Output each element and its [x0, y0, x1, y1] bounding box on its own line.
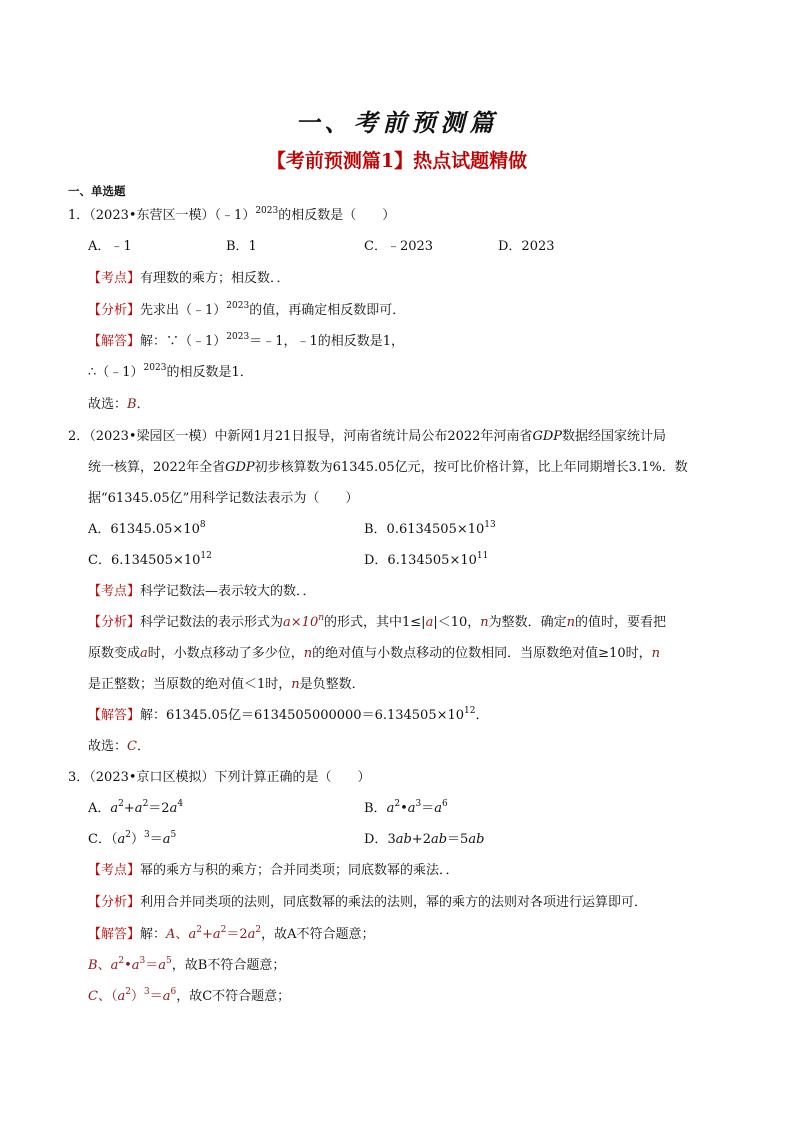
- q2-option-a: A．$61345.05\times 10^8$: [88, 520, 206, 537]
- q2-jieda: 【解答】解：61345.05亿$=6134505000000=6.134505\times 10^{12}$．: [88, 706, 489, 723]
- q1-option-a: A．﹣1: [88, 239, 132, 254]
- page-subtitle: 【考前预测篇1】热点试题精做: [266, 150, 528, 172]
- q3-kaodian: 【考点】幂的乘方与积的乘方；合并同类项；同底数幂的乘法．．: [88, 863, 459, 878]
- q2-option-c: C．$6.134505\times 10^{12}$: [88, 551, 212, 568]
- q3-option-c: C．$(a^2)^3=a^5$: [88, 830, 177, 847]
- q3-jieda-b: B、$a^2•a^3=a^5$，故B不符合题意；: [88, 956, 286, 973]
- question-2-line-2: 统一核算，2022年全省GDP初步核算数为61345.05亿元，按可比价格计算，比上年同期增长3.1%．数: [88, 460, 688, 475]
- q3-option-b: B．$a^2•a^3=a^6$: [364, 799, 448, 816]
- q2-fenxi-line-3: 是正整数；当原数的绝对值＜1时，n是负整数．: [88, 677, 365, 692]
- q3-jieda-c: C、$(a^2)^3=a^6$，故C不符合题意；: [88, 987, 291, 1004]
- q1-option-b: B．1: [226, 239, 257, 254]
- q2-answer: 故选：C．: [88, 739, 150, 754]
- q1-conclusion: ∴（﹣1）$^{2023}$的相反数是1．: [88, 363, 253, 380]
- q1-option-d: D．2023: [498, 239, 555, 254]
- q2-option-b: B．$0.6134505\times 10^{13}$: [364, 520, 496, 537]
- q1-jieda: 【解答】解：∵（﹣1）$^{2023}$＝﹣1，﹣1的相反数是1，: [88, 332, 405, 349]
- q1-fenxi: 【分析】先求出（﹣1）$^{2023}$的值，再确定相反数即可．: [88, 301, 406, 318]
- q3-option-a: A．$a^2+a^2=2a^4$: [88, 799, 184, 816]
- section-heading: 一、单选题: [68, 184, 126, 198]
- question-1-stem: 1．（2023•东营区一模）（﹣1）$^{2023}$的相反数是（ ）: [68, 206, 396, 223]
- question-2-line-3: 据“61345.05亿”用科学记数法表示为（ ）: [88, 491, 359, 506]
- q3-option-d: D．3ab+2ab＝5ab: [364, 832, 485, 847]
- q2-option-d: D．$6.134505\times 10^{11}$: [364, 551, 489, 568]
- page-title: 一、考前预测篇: [295, 108, 499, 137]
- q2-kaodian: 【考点】科学记数法—表示较大的数．．: [88, 584, 316, 599]
- question-3-stem: 3．（2023•京口区模拟）下列计算正确的是（ ）: [68, 770, 371, 785]
- q1-option-c: C．﹣2023: [364, 239, 434, 254]
- question-2-line-1: 2．（2023•梁园区一模）中新网1月21日报导，河南省统计局公布2022年河南省GDP数据经国家统计局: [68, 429, 667, 444]
- q3-jieda-a: 【解答】解：A、$a^2+a^2=2a^2$，故A不符合题意；: [88, 925, 375, 942]
- q1-answer: 故选：B．: [88, 397, 150, 412]
- q1-kaodian: 【考点】有理数的乘方；相反数．．: [88, 271, 290, 286]
- q3-fenxi: 【分析】利用合并同类项的法则，同底数幂的乘法的法则，幂的乘方的法则对各项进行运算即可．: [88, 895, 648, 910]
- q2-fenxi-line-2: 原数变成a时，小数点移动了多少位，n的绝对值与小数点移动的位数相同．当原数绝对值≥10时，n: [88, 646, 660, 661]
- q2-fenxi-line-1: 【分析】科学记数法的表示形式为$a\times 10^n$的形式，其中1≤|a|＜10，n为整数．确定n的值时，要看把: [88, 613, 667, 630]
